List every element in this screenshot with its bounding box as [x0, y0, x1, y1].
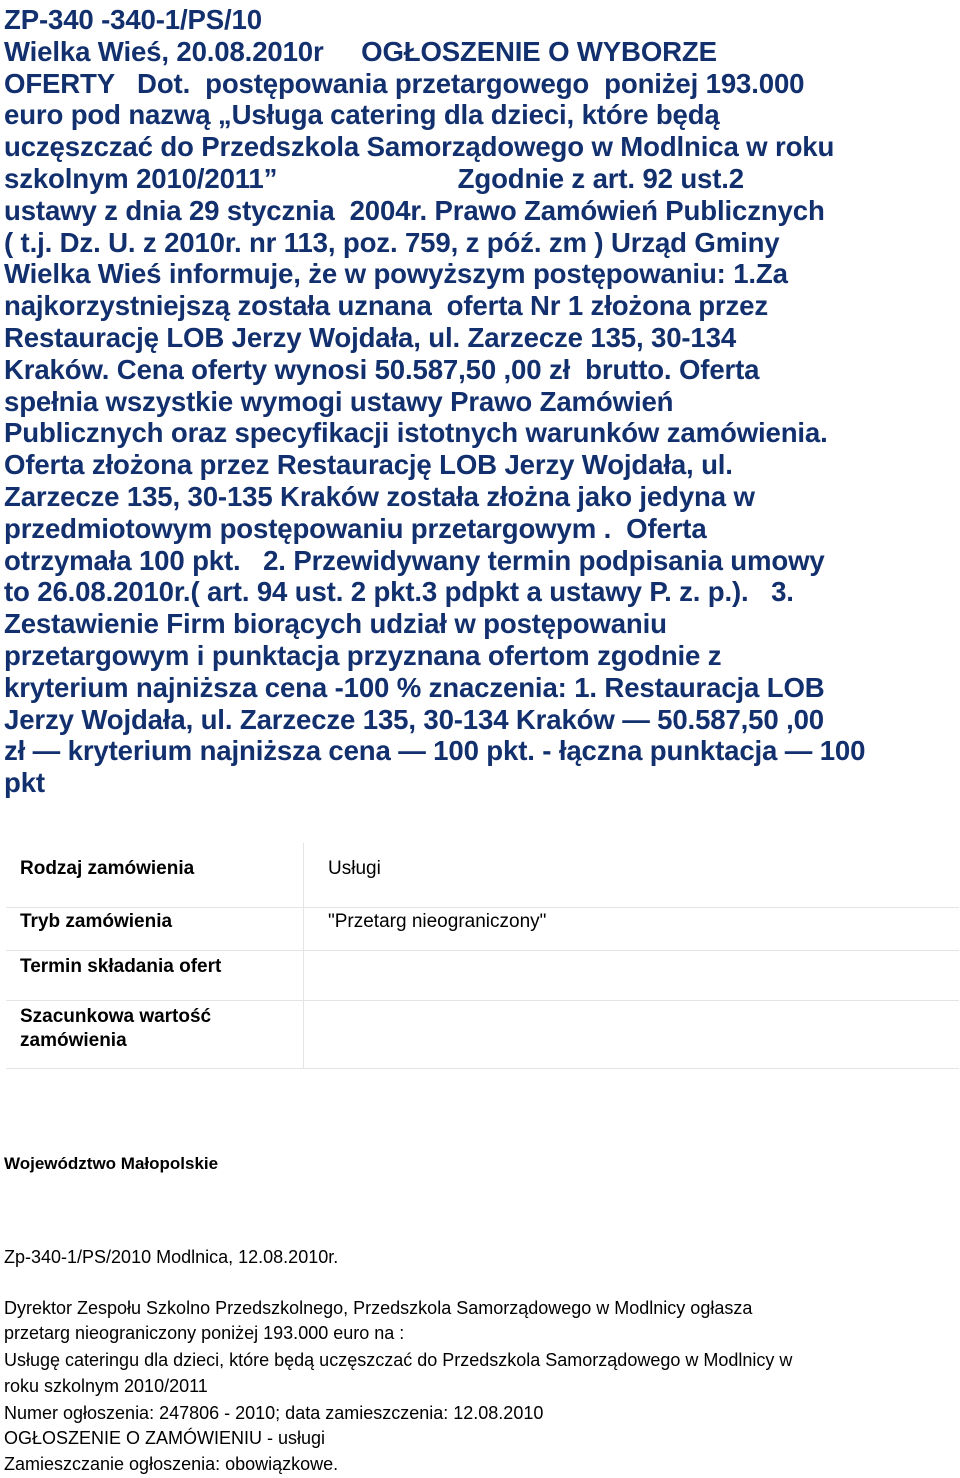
- body-line: Jerzy Wojdała, ul. Zarzecze 135, 30-134 Kraków — 50.587,50 ,00: [4, 703, 824, 735]
- body-line: Wielka Wieś informuje, że w powyższym postępowaniu: 1.Za: [4, 258, 788, 290]
- body-line: euro pod nazwą „Usługa catering dla dzieci, które będą: [4, 99, 720, 131]
- body-line: otrzymała 100 pkt. 2. Przewidywany termin podpisania umowy: [4, 544, 825, 576]
- order-info-table: [6, 843, 959, 1069]
- body-line: uczęszczać do Przedszkola Samorządowego w Modlnica w roku: [4, 131, 835, 163]
- footer-line: Dyrektor Zespołu Szkolno Przedszkolnego, Przedszkola Samorządowego w Modlnicy ogłasza: [4, 1298, 753, 1318]
- procedure-mode-label: Tryb zamówienia: [6, 908, 304, 951]
- body-line: szkolnym 2010/2011” Zgodnie z art. 92 ust.2: [4, 162, 745, 194]
- footer-line: Usługę cateringu dla dzieci, które będą uczęszczać do Przedszkola Samorządowego w Modlnicy w: [4, 1350, 793, 1370]
- footer-line: Zamieszczanie ogłoszenia: obowiązkowe.: [4, 1454, 339, 1474]
- reference-line: Zp-340-1/PS/2010 Modlnica, 12.08.2010r.: [4, 1247, 339, 1267]
- body-line: spełnia wszystkie wymogi ustawy Prawo Zamówień: [4, 385, 674, 417]
- body-line: Restaurację LOB Jerzy Wojdała, ul. Zarzecze 135, 30-134: [4, 321, 737, 353]
- body-line: przetargowym i punktacja przyznana ofertom zgodnie z: [4, 639, 722, 671]
- footer-line: OGŁOSZENIE O ZAMÓWIENIU - usługi: [4, 1428, 326, 1448]
- order-type-value: Usługi: [304, 843, 960, 908]
- body-line: OFERTY Dot. postępowania przetargowego poniżej 193.000: [4, 67, 805, 99]
- body-line: ustawy z dnia 29 stycznia 2004r. Prawo Zamówień Publicznych: [4, 194, 825, 226]
- body-line: najkorzystniejszą została uznana oferta Nr 1 złożona przez: [4, 290, 768, 322]
- announcement-body: [4, 4, 959, 799]
- body-line: to 26.08.2010r.( art. 94 ust. 2 pkt.3 pdpkt a ustawy P. z. p.). 3.: [4, 576, 794, 608]
- table-row: [6, 951, 959, 1001]
- body-line: Kraków. Cena oferty wynosi 50.587,50 ,00 zł brutto. Oferta: [4, 353, 760, 385]
- body-line: Zestawienie Firm biorących udział w postępowaniu: [4, 608, 667, 640]
- body-line: Zarzecze 135, 30-135 Kraków została złożna jako jedyna w: [4, 480, 755, 512]
- body-line: przedmiotowym postępowaniu przetargowym . Oferta: [4, 512, 707, 544]
- order-type-label: Rodzaj zamówienia: [6, 843, 304, 908]
- footer-line: roku szkolnym 2010/2011: [4, 1376, 208, 1396]
- offer-deadline-value: [304, 951, 960, 1001]
- body-line: ( t.j. Dz. U. z 2010r. nr 113, poz. 759, z póź. zm ) Urząd Gminy: [4, 226, 780, 258]
- offer-deadline-label: Termin składania ofert: [6, 951, 304, 1001]
- footer-line: Numer ogłoszenia: 247806 - 2010; data zamieszczenia: 12.08.2010: [4, 1403, 544, 1423]
- body-line: Publicznych oraz specyfikacji istotnych warunków zamówienia.: [4, 417, 828, 449]
- footer-line: przetarg nieograniczony poniżej 193.000 euro na :: [4, 1323, 405, 1343]
- body-line: ZP-340 -340-1/PS/10: [4, 4, 262, 35]
- estimated-value-value: [304, 1001, 960, 1069]
- table-row: [6, 1001, 959, 1069]
- body-line: Wielka Wieś, 20.08.2010r OGŁOSZENIE O WYBORZE: [4, 35, 717, 67]
- body-line: Oferta złożona przez Restaurację LOB Jerzy Wojdała, ul.: [4, 449, 733, 481]
- table-row: [6, 908, 959, 951]
- procedure-mode-value: "Przetarg nieograniczony": [304, 908, 960, 951]
- estimated-value-label: Szacunkowa wartość zamówienia: [6, 1001, 304, 1069]
- body-line: zł — kryterium najniższa cena — 100 pkt. - łączna punktacja — 100: [4, 735, 866, 767]
- body-line: pkt: [4, 767, 45, 799]
- region-heading: Województwo Małopolskie: [4, 1154, 219, 1173]
- table-row: [6, 843, 959, 908]
- body-line: kryterium najniższa cena -100 % znaczenia: 1. Restauracja LOB: [4, 671, 825, 703]
